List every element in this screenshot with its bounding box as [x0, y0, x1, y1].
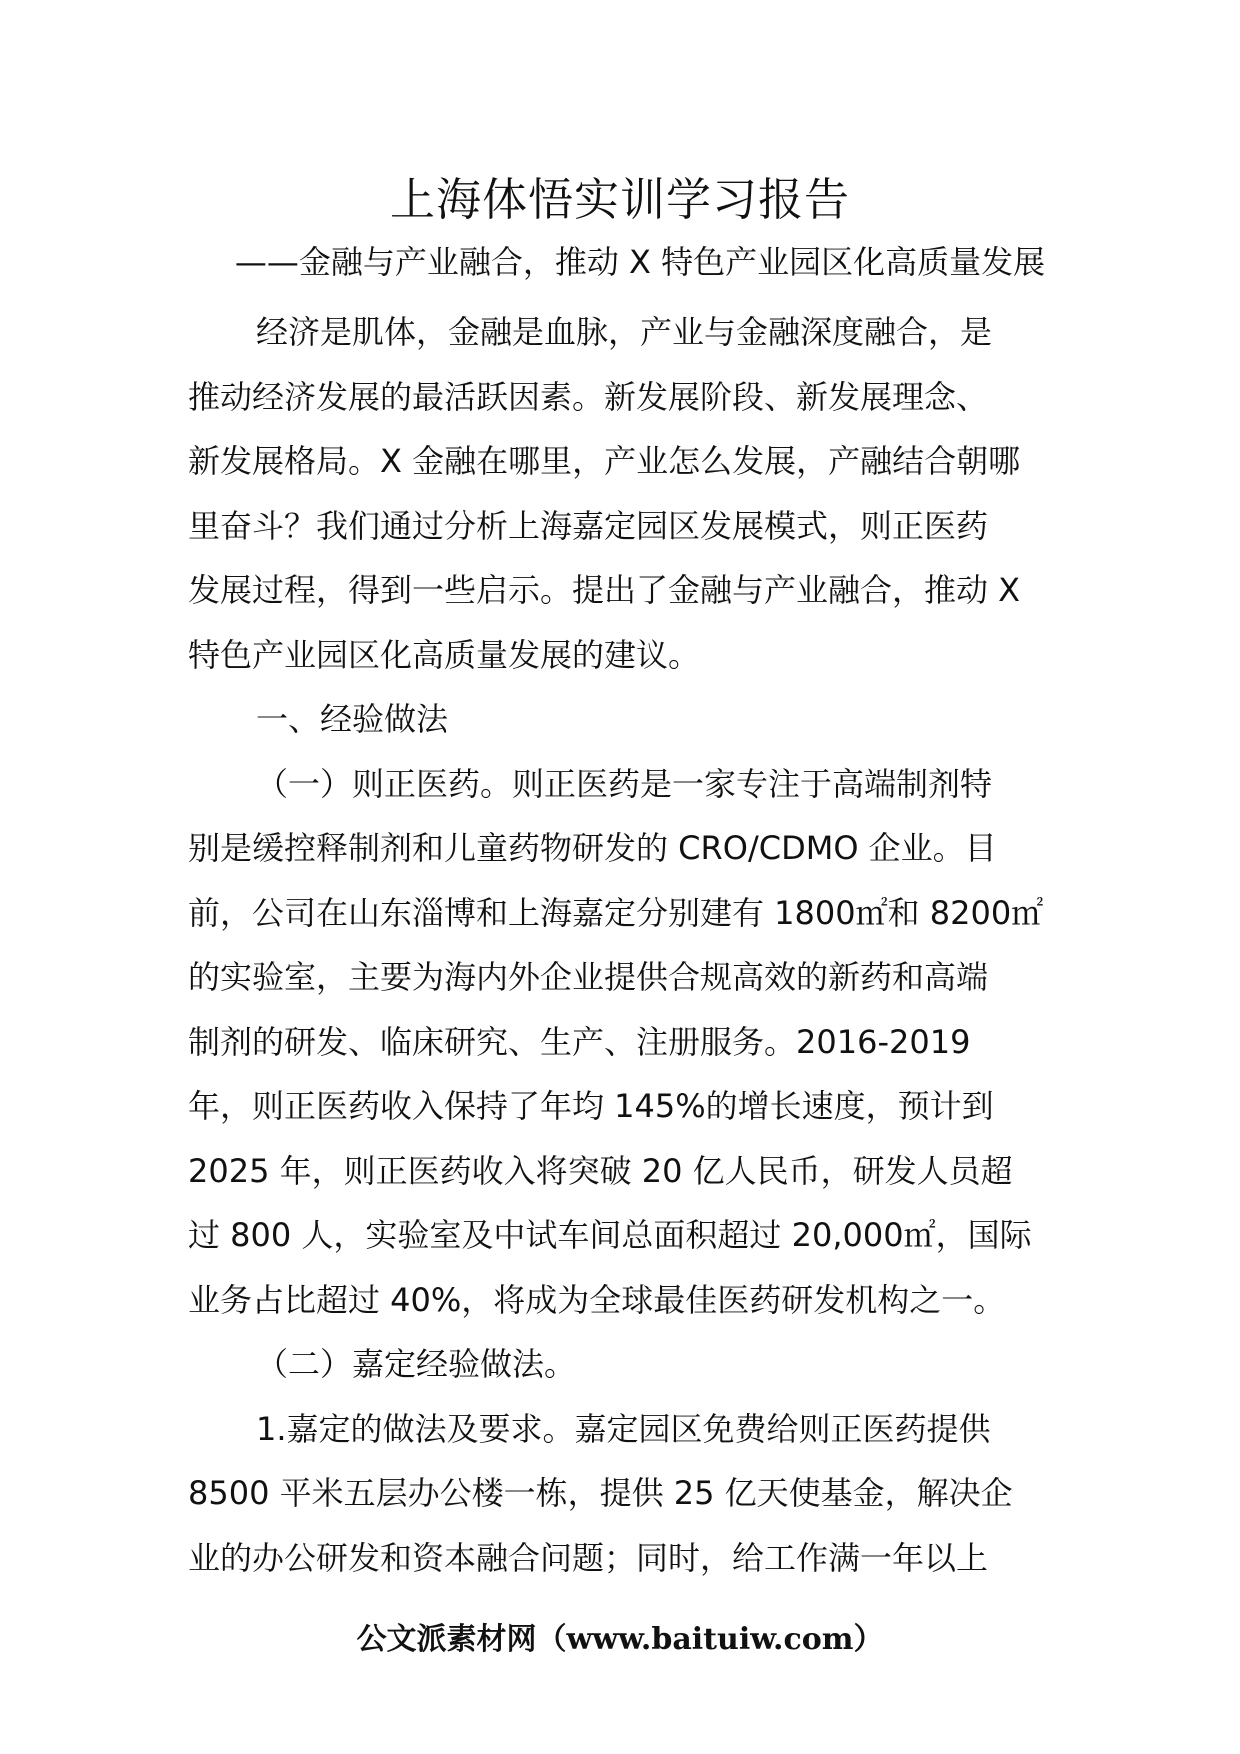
- paragraph-jiading-line: 业的办公研发和资本融合问题；同时，给工作满一年以上: [188, 1538, 989, 1577]
- paragraph-zezheng-line: 年，则正医药收入保持了年均 145%的增长速度，预计到: [188, 1087, 994, 1125]
- paragraph-zezheng-line: （一）则正医药。则正医药是一家专注于高端制剂特: [256, 764, 993, 803]
- subsection-heading: （二）嘉定经验做法。: [256, 1345, 577, 1383]
- paragraph-zezheng-line: 前，公司在山东淄博和上海嘉定分别建有 1800㎡和 8200㎡: [188, 893, 1044, 932]
- document-body: [188, 300, 1058, 1590]
- paragraph-zezheng-line: 2025 年，则正医药收入将突破 20 亿人民币，研发人员超: [188, 1151, 1013, 1190]
- paragraph-zezheng-line: 别是缓控释制剂和儿童药物研发的 CRO/CDMO 企业。目: [188, 829, 997, 867]
- paragraph-jiading-line: 8500 平米五层办公楼一栋，提供 25 亿天使基金，解决企: [188, 1474, 1013, 1512]
- paragraph-jiading-line: 1.嘉定的做法及要求。嘉定园区免费给则正医药提供: [256, 1409, 991, 1448]
- document-subtitle: ——金融与产业融合，推动 X 特色产业园区化高质量发展: [234, 243, 1046, 281]
- document-title: 上海体悟实训学习报告: [389, 173, 850, 226]
- paragraph-zezheng-line: 的实验室，主要为海内外企业提供合规高效的新药和高端: [188, 958, 989, 996]
- paragraph-zezheng-line: 过 800 人，实验室及中试车间总面积超过 20,000㎡，国际: [188, 1216, 1032, 1254]
- section-heading: 一、经验做法: [256, 700, 449, 738]
- paragraph-intro-line: 发展过程，得到一些启示。提出了金融与产业融合，推动 X: [188, 571, 1021, 609]
- paragraph-intro-line: 新发展格局。X 金融在哪里，产业怎么发展，产融结合朝哪: [188, 442, 1021, 480]
- paragraph-zezheng-line: 业务占比超过 40%，将成为全球最佳医药研发机构之一。: [188, 1280, 1006, 1319]
- paragraph-intro-line: 推动经济发展的最活跃因素。新发展阶段、新发展理念、: [188, 377, 989, 416]
- footer-watermark: 公文派素材网（www.baituiw.com）: [356, 1622, 884, 1657]
- paragraph-intro-line: 里奋斗？我们通过分析上海嘉定园区发展模式，则正医药: [188, 506, 989, 545]
- paragraph-zezheng-line: 制剂的研发、临床研究、生产、注册服务。2016-2019: [188, 1022, 971, 1061]
- paragraph-intro-line: 经济是肌体，金融是血脉，产业与金融深度融合，是: [256, 313, 993, 351]
- paragraph-intro-line: 特色产业园区化高质量发展的建议。: [188, 635, 701, 674]
